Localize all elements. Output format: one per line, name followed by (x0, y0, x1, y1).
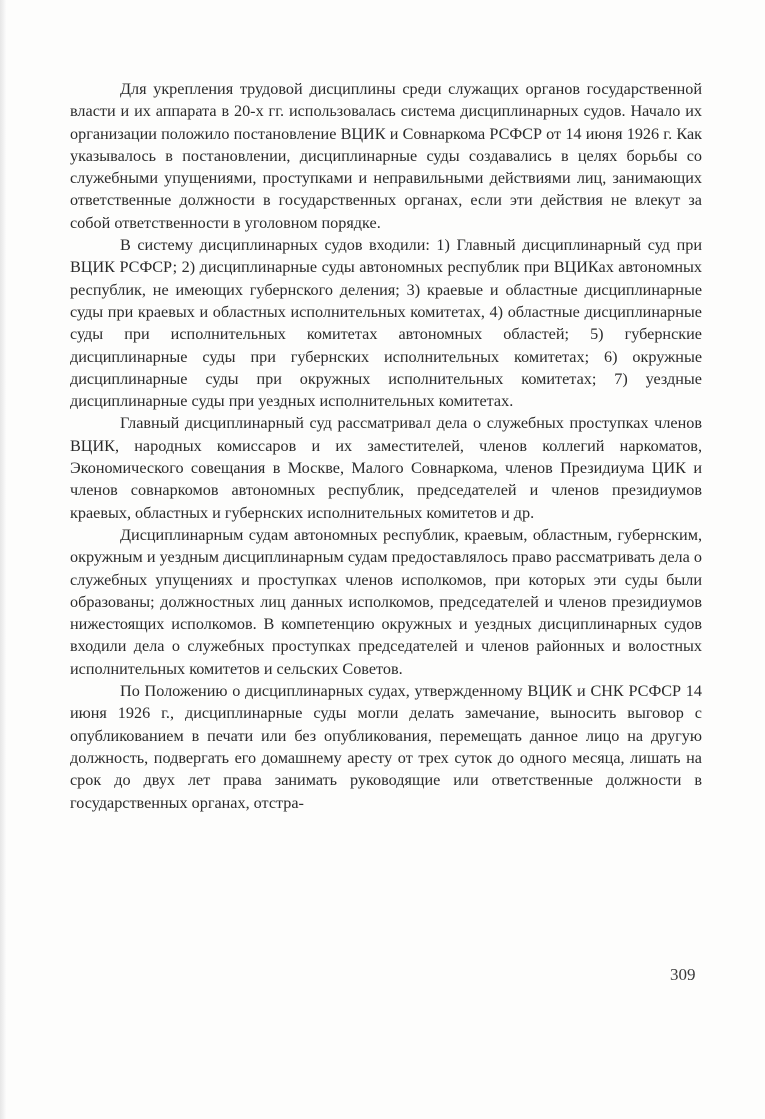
paragraph-1: Для укрепления трудовой дисциплины среди служащих органов государственной власти и их аппарата в 20-х гг. использовалась система дисциплинарных судов. Начало их организации положило постановление ВЦИК и Совнаркома РСФСР от 14 июня 1926 г. Как указывалось в постановлении, дисциплинарные суды создавались в целях борьбы со служебными упущениями, проступками и неправильными действиями лиц, занимающих ответственные должности в государственных органах, если эти действия не влекут за собой ответственности в уголовном порядке. (70, 80, 702, 232)
paragraph-2: В систему дисциплинарных судов входили: 1) Главный дисциплинарный суд при ВЦИК РСФСР; 2) дисциплинарные суды автономных республик при ВЦИКах автономных республик, не имеющих губернского деления; 3) краевые и областные дисциплинарные суды при краевых и областных исполнительных комитетах, 4) областные дисциплинарные суды при исполнительных комитетах автономных областей; 5) губернские дисциплинарные суды при губернских исполнительных комитетах; 6) окружные дисциплинарные суды при окружных исполнительных комитетах; 7) уездные дисциплинарные суды при уездных исполнительных комитетах. (70, 236, 702, 411)
page-number: 309 (670, 965, 696, 984)
paragraph-4: Дисциплинарным судам автономных республик, краевым, областным, губернским, окружным и уездным дисциплинарным судам предоставлялось право рассматривать дела о служебных упущениях и проступках членов исполкомов, при которых эти суды были образованы; должностных лиц данных исполкомов, председателей и членов президиумов нижестоящих исполкомов. В компетенцию окружных и уездных дисциплинарных судов входили дела о служебных проступках председателей и членов районных и волостных исполнительных комитетов и сельских Советов. (70, 525, 702, 678)
body-text (70, 78, 702, 814)
page-edge-shadow (0, 0, 6, 1119)
paragraph-5: По Положению о дисциплинарных судах, утвержденному ВЦИК и СНК РСФСР 14 июня 1926 г., дисциплинарные суды могли делать замечание, выносить выговор с опубликованием в печати или без опубликования, перемещать данное лицо на другую должность, подвергать его домашнему аресту от трех суток до одного месяца, лишать на срок до двух лет права занимать руководящие или ответственные должности в государственных органах, отстра- (70, 682, 702, 812)
paragraph-3: Главный дисциплинарный суд рассматривал дела о служебных проступках членов ВЦИК, народных комиссаров и их заместителей, членов коллегий наркоматов, Экономического совещания в Москве, Малого Совнаркома, членов Президиума ЦИК и членов совнаркомов автономных республик, председателей и членов президиумов краевых, областных и губернских исполнительных комитетов и др. (70, 414, 702, 522)
